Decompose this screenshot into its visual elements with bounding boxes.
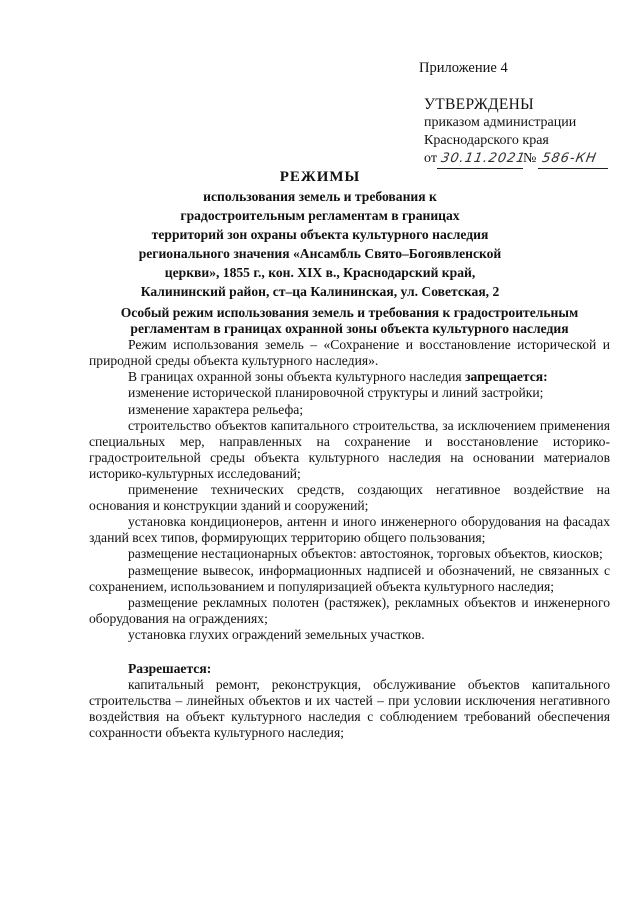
approval-line-2: Краснодарского края [424,133,549,148]
date-field [437,150,527,169]
appendix-label: Приложение 4 [419,60,508,76]
title-line: регионального значения «Ансамбль Свято–Богоявленской [138,246,502,261]
prohibited-item: изменение исторической планировочной структуры и линий застройки; [128,385,544,401]
number-label: № [522,151,537,166]
handwritten-number: 586-КН [541,151,599,166]
title-line: использования земель и требования к [203,189,437,204]
approval-date-number-line [424,150,608,169]
number-field [538,150,608,169]
handwritten-date: 30.11.2021 [439,151,527,166]
title-line: церкви», 1855 г., кон. XIX в., Краснодарский край, [164,265,476,280]
title-main: РЕЖИМЫ [279,169,361,185]
prohibited-word: запрещается: [465,369,548,385]
section-gap [89,643,610,661]
prohibited-item: изменение характера рельефа; [128,401,304,417]
prohibited-item: установка кондиционеров, антенн и иного инженерного оборудования на фасадах зданий всех типов, формирующих территорию общего пользования; [89,514,610,546]
allowed-heading: Разрешается: [128,660,212,676]
title-line: Калининский район, ст–ца Калининская, ул. Советская, 2 [140,284,500,299]
prohibited-item: размещение вывесок, информационных надписей и обозначений, не связанных с сохранением, использованием и популяризацией объекта культурного наследия; [89,562,610,594]
from-label: от [424,151,437,166]
prohibited-item: строительство объектов капитального строительства, за исключением применения специальных мер, направленных на сохранение и восстановление историко-градостроительной среды объекта культурного наследия на основании материалов историко-культурных исследований; [89,417,610,481]
prohibited-item: размещение рекламных полотен (растяжек), рекламных объектов и инженерного оборудования на ограждениях; [89,594,610,626]
prohibited-item: установка глухих ограждений земельных участков. [128,626,425,642]
document-body [89,305,610,741]
document-title [100,168,540,301]
prohibited-intro-text: В границах охранной зоны объекта культурного наследия [128,369,462,385]
prohibited-item: применение технических средств, создающих негативное воздействие на основания и конструкции зданий и сооружений; [89,482,610,514]
title-line: территорий зон охраны объекта культурного наследия [151,227,489,242]
title-line: градостроительным регламентам в границах [180,208,460,223]
section-heading: Особый режим использования земель и требования к градострoительным регламентам в границах охранной зоны объекта культурного наследия [120,305,579,337]
approval-block [424,96,608,169]
allowed-item: капитальный ремонт, реконструкция, обслуживание объектов капитального строительства – линейных объектов и их частей – при условии исключения негативного воздействия на объект культурного наследия с соблюдением требований обеспечения сохранности объекта культурного наследия; [89,677,610,741]
land-use-paragraph: Режим использования земель – «Сохранение и восстановление исторической и природной среды объекта культурного наследия». [89,337,610,369]
approval-line-1: приказом администрации [424,115,577,130]
prohibited-item: размещение нестационарных объектов: автостоянок, торговых объектов, киосков; [128,546,603,562]
prohibited-intro [89,369,610,385]
approved-heading: УТВЕРЖДЕНЫ [424,96,534,113]
